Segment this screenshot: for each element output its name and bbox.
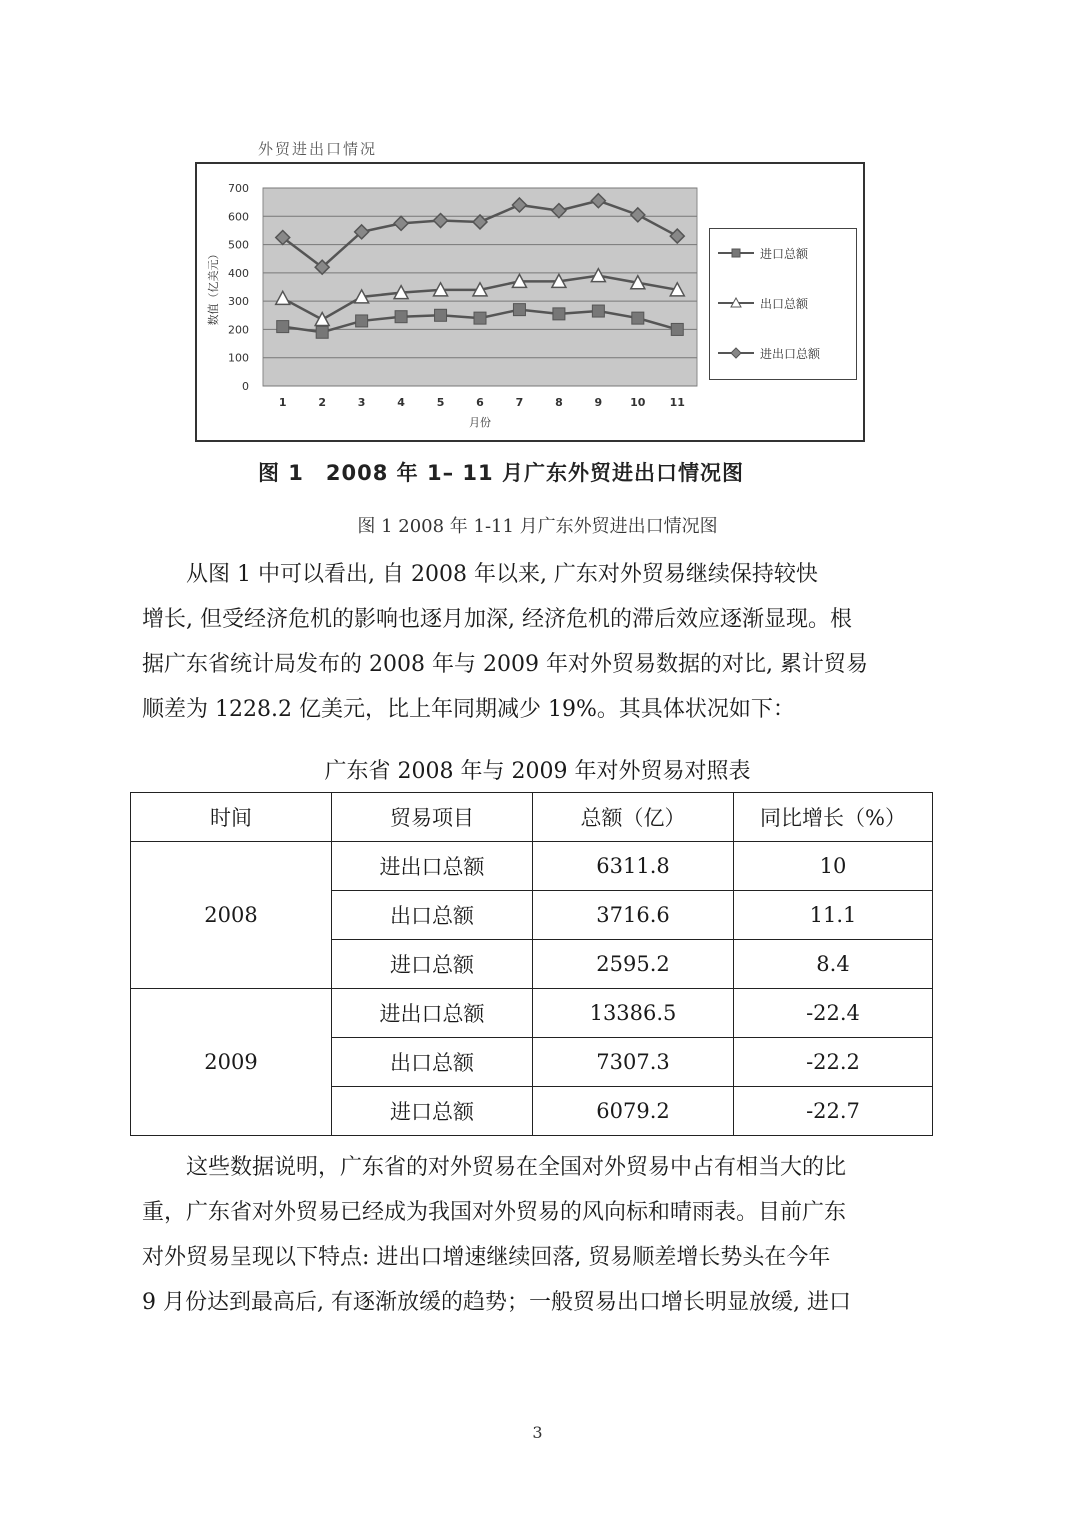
chart-crop-heading: 外贸进出口情况: [258, 140, 378, 158]
item-cell: 进口总额: [332, 1087, 533, 1136]
paragraph-line: 9 月份达到最高后, 有逐渐放缓的趋势；一般贸易出口增长明显放缓, 进口: [142, 1290, 851, 1315]
growth-cell: 8.4: [734, 940, 933, 989]
legend-label-import: 进口总额: [760, 246, 809, 261]
data-point-square: [356, 315, 368, 327]
data-point-square: [632, 312, 644, 324]
growth-cell: 10: [734, 842, 933, 891]
y-tick-label: 300: [228, 295, 249, 309]
figure-caption: 图 1 2008 年 1-11 月广东外贸进出口情况图: [357, 516, 718, 537]
legend-label-total: 进出口总额: [760, 346, 821, 361]
item-cell: 进口总额: [332, 940, 533, 989]
paragraph-2: [142, 1145, 934, 1325]
item-cell: 进出口总额: [332, 842, 533, 891]
triangle-marker-icon: [718, 297, 754, 309]
y-tick-label: 700: [228, 182, 249, 195]
y-tick-label: 200: [228, 323, 249, 337]
x-tick-label: 8: [555, 396, 563, 409]
square-marker-icon: [718, 247, 754, 259]
x-tick-label: 6: [476, 396, 484, 409]
growth-cell: 11.1: [734, 891, 933, 940]
year-cell: 2009: [131, 989, 332, 1136]
growth-cell: -22.7: [734, 1087, 933, 1136]
year-cell: 2008: [131, 842, 332, 989]
x-tick-label: 10: [630, 396, 646, 409]
table-header-row: [131, 793, 933, 842]
data-point-square: [671, 323, 683, 335]
y-tick-label: 100: [228, 351, 249, 365]
item-cell: 出口总额: [332, 891, 533, 940]
y-tick-label: 500: [228, 238, 249, 252]
y-tick-label: 0: [242, 380, 249, 393]
x-axis-label: 月份: [469, 416, 491, 429]
paragraph-line: 重，广东省对外贸易已经成为我国对外贸易的风向标和晴雨表。目前广东: [142, 1200, 847, 1225]
data-point-square: [277, 321, 289, 333]
paragraph-line: 增长, 但受经济危机的影响也逐月加深, 经济危机的滞后效应逐渐显现。根: [142, 607, 852, 632]
chart-legend: [709, 228, 857, 380]
page-number: 3: [532, 1423, 543, 1442]
legend-item-export: [718, 295, 808, 311]
legend-label-export: 出口总额: [760, 296, 809, 311]
paragraph-line: 据广东省统计局发布的 2008 年与 2009 年对外贸易数据的对比, 累计贸易: [142, 652, 868, 677]
paragraph-line: 从图 1 中可以看出, 自 2008 年以来, 广东对外贸易继续保持较快: [142, 562, 818, 587]
data-point-square: [513, 304, 525, 316]
growth-cell: -22.4: [734, 989, 933, 1038]
y-axis-label: 数值（亿美元）: [207, 248, 220, 326]
data-point-square: [395, 311, 407, 323]
amount-cell: 6311.8: [533, 842, 734, 891]
table-row: [131, 989, 933, 1038]
x-tick-label: 9: [594, 396, 603, 409]
data-point-square: [553, 308, 565, 320]
data-point-square: [316, 326, 328, 338]
amount-cell: 3716.6: [533, 891, 734, 940]
header-growth: 同比增长（%）: [734, 793, 933, 842]
header-amount: 总额（亿）: [533, 793, 734, 842]
paragraph-1: [142, 552, 934, 732]
data-point-square: [435, 309, 447, 321]
data-point-square: [474, 312, 486, 324]
trade-comparison-table: [130, 792, 933, 1136]
header-item: 贸易项目: [332, 793, 533, 842]
x-tick-label: 1: [278, 396, 287, 409]
paragraph-line: 顺差为 1228.2 亿美元，比上年同期减少 19%。其具体状况如下：: [142, 697, 795, 722]
item-cell: 进出口总额: [332, 989, 533, 1038]
x-tick-label: 5: [436, 396, 445, 409]
x-tick-label: 2: [318, 396, 327, 409]
table-row: [131, 842, 933, 891]
paragraph-line: 对外贸易呈现以下特点: 进出口增速继续回落, 贸易顺差增长势头在今年: [142, 1245, 831, 1270]
amount-cell: 2595.2: [533, 940, 734, 989]
data-point-square: [592, 305, 604, 317]
x-tick-label: 3: [357, 396, 366, 409]
legend-item-import: [718, 245, 808, 261]
x-tick-label: 7: [515, 396, 524, 409]
growth-cell: -22.2: [734, 1038, 933, 1087]
figure-caption-bold: 图 1 2008 年 1– 11 月广东外贸进出口情况图: [258, 461, 744, 485]
x-tick-label: 11: [669, 396, 685, 409]
item-cell: 出口总额: [332, 1038, 533, 1087]
diamond-marker-icon: [718, 347, 754, 359]
amount-cell: 6079.2: [533, 1087, 734, 1136]
y-tick-label: 400: [228, 266, 249, 280]
trade-line-chart: [195, 162, 865, 442]
paragraph-line: 这些数据说明，广东省的对外贸易在全国对外贸易中占有相当大的比: [142, 1155, 847, 1180]
amount-cell: 7307.3: [533, 1038, 734, 1087]
amount-cell: 13386.5: [533, 989, 734, 1038]
legend-item-total: [718, 345, 820, 361]
table-title: 广东省 2008 年与 2009 年对外贸易对照表: [324, 759, 751, 784]
y-tick-label: 600: [228, 210, 249, 224]
header-time: 时间: [131, 793, 332, 842]
x-tick-label: 4: [397, 396, 405, 409]
